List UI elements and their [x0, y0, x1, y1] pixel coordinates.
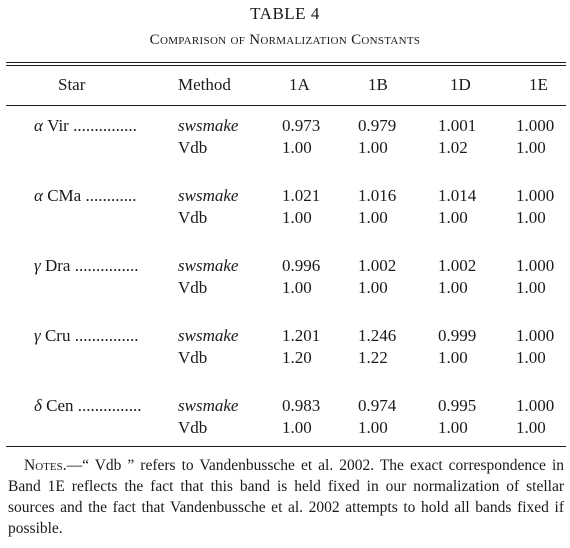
- leader-dots: ...............: [74, 326, 139, 345]
- value-cell-1b: 1.00: [358, 208, 388, 227]
- value-cell-1b: 1.00: [358, 418, 388, 437]
- header-method: Method: [178, 75, 231, 94]
- value-cell-1d: 1.02: [438, 138, 468, 157]
- value-cell-1d: 1.001: [438, 116, 477, 135]
- value-cell-1a: 0.983: [282, 396, 321, 415]
- star-label: CMa: [47, 186, 82, 205]
- value-cell-1a: 1.00: [282, 278, 312, 297]
- method-cell: swsmake: [178, 396, 239, 415]
- header-1e: 1E: [529, 75, 548, 94]
- star-symbol: γ: [34, 256, 41, 275]
- value-cell-1d: 1.00: [438, 278, 468, 297]
- value-cell-1e: 1.000: [516, 396, 555, 415]
- value-cell-1d: 0.999: [438, 326, 477, 345]
- value-cell-1b: 0.974: [358, 396, 397, 415]
- value-cell-1b: 1.00: [358, 278, 388, 297]
- method-cell: Vdb: [178, 418, 208, 437]
- header-rule: [6, 105, 566, 106]
- header-star: Star: [58, 75, 86, 94]
- star-symbol: γ: [34, 326, 41, 345]
- method-cell: Vdb: [178, 278, 208, 297]
- star-label: Dra: [44, 256, 71, 275]
- value-cell-1e: 1.00: [516, 348, 546, 367]
- value-cell-1e: 1.00: [516, 208, 546, 227]
- header-1a: 1A: [289, 75, 310, 94]
- star-symbol: α: [34, 116, 43, 135]
- method-cell: Vdb: [178, 208, 208, 227]
- star-symbol: δ: [34, 396, 42, 415]
- value-cell-1b: 1.002: [358, 256, 397, 275]
- value-cell-1b: 1.00: [358, 138, 388, 157]
- value-cell-1e: 1.000: [516, 116, 555, 135]
- header-1b: 1B: [368, 75, 388, 94]
- star-label: Cen: [46, 396, 74, 415]
- value-cell-1b: 1.22: [358, 348, 388, 367]
- star-label: Vir: [47, 116, 69, 135]
- value-cell-1e: 1.00: [516, 138, 546, 157]
- table-caption: Comparison of Normalization Constants: [149, 32, 421, 48]
- value-cell-1a: 0.996: [282, 256, 321, 275]
- star-label: Cru: [44, 326, 71, 345]
- leader-dots: ...............: [73, 116, 137, 135]
- value-cell-1a: 1.021: [282, 186, 321, 205]
- value-cell-1e: 1.000: [516, 256, 555, 275]
- value-cell-1d: 1.014: [438, 186, 477, 205]
- value-cell-1a: 1.00: [282, 208, 312, 227]
- top-rule-double: [6, 65, 566, 66]
- table-notes: [8, 455, 564, 539]
- method-cell: Vdb: [178, 138, 208, 157]
- method-cell: swsmake: [178, 256, 239, 275]
- value-cell-1d: 1.00: [438, 348, 468, 367]
- star-name: [34, 325, 156, 347]
- value-cell-1d: 1.00: [438, 418, 468, 437]
- leader-dots: ...............: [77, 396, 142, 415]
- value-cell-1b: 0.979: [358, 116, 397, 135]
- value-cell-1d: 1.00: [438, 208, 468, 227]
- value-cell-1d: 1.002: [438, 256, 477, 275]
- method-cell: swsmake: [178, 186, 239, 205]
- star-name: [34, 115, 156, 137]
- notes-text: —“ Vdb ” refers to Vandenbussche et al. 2002. The exact correspondence in Band 1E reflects the fact that this band is held fixed in our normalization of stellar sources and the fact that Vandenbussche et al. 2002 attempts to hold all bands fixed if possible.: [8, 457, 564, 537]
- value-cell-1b: 1.246: [358, 326, 397, 345]
- value-cell-1a: 1.20: [282, 348, 312, 367]
- bottom-rule: [6, 446, 566, 447]
- method-cell: swsmake: [178, 116, 239, 135]
- value-cell-1b: 1.016: [358, 186, 397, 205]
- table-title: TABLE 4: [250, 4, 320, 23]
- value-cell-1e: 1.000: [516, 326, 555, 345]
- star-name: [34, 185, 156, 207]
- star-name: [34, 255, 156, 277]
- method-cell: swsmake: [178, 326, 239, 345]
- value-cell-1a: 0.973: [282, 116, 321, 135]
- value-cell-1a: 1.00: [282, 138, 312, 157]
- notes-label: Notes.: [24, 457, 67, 474]
- header-1d: 1D: [450, 75, 471, 94]
- value-cell-1e: 1.00: [516, 418, 546, 437]
- value-cell-1a: 1.00: [282, 418, 312, 437]
- value-cell-1e: 1.00: [516, 278, 546, 297]
- value-cell-1a: 1.201: [282, 326, 321, 345]
- method-cell: Vdb: [178, 348, 208, 367]
- value-cell-1d: 0.995: [438, 396, 477, 415]
- value-cell-1e: 1.000: [516, 186, 555, 205]
- top-rule: [6, 62, 566, 63]
- star-name: [34, 395, 156, 417]
- leader-dots: ...............: [74, 256, 139, 275]
- star-symbol: α: [34, 186, 43, 205]
- leader-dots: ............: [85, 186, 137, 205]
